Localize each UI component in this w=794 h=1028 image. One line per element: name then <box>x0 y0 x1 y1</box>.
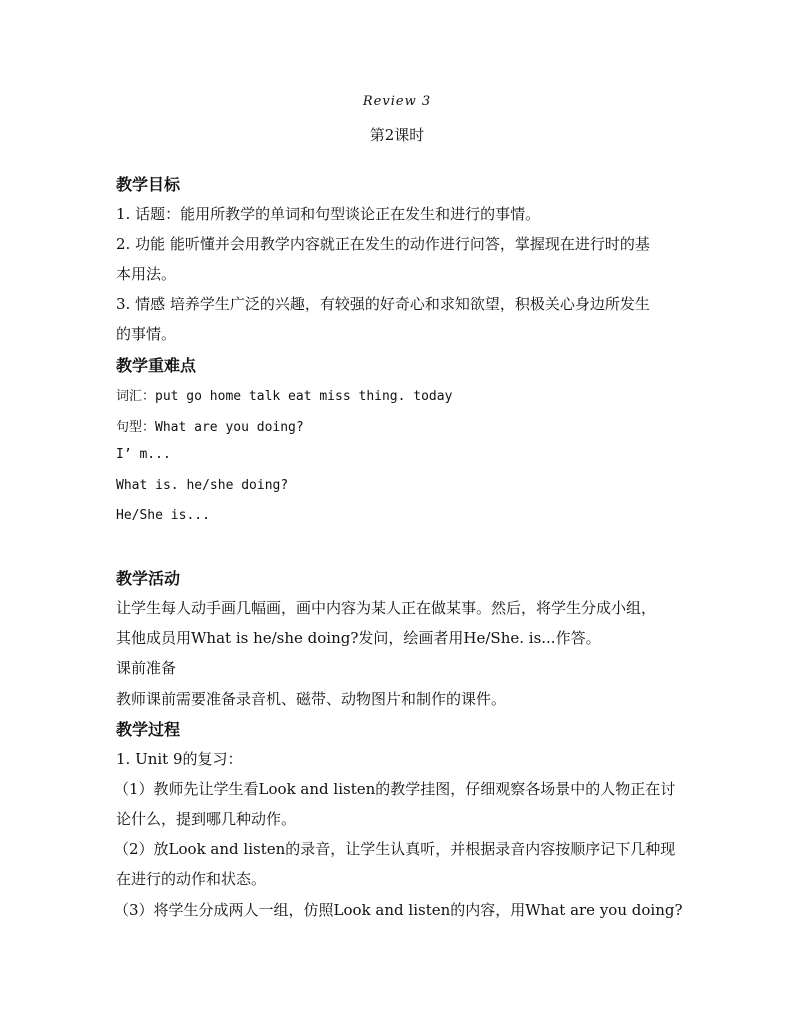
process-step-1: 1. Unit 9的复习： <box>116 750 243 768</box>
goals-heading: 教学目标 <box>116 175 181 194</box>
prep-heading: 课前准备 <box>116 659 177 677</box>
lesson-title: Review 3 <box>362 94 432 109</box>
vocab-line: 词汇：put go home talk eat miss thing. today <box>116 389 453 404</box>
activity-heading: 教学活动 <box>116 569 181 588</box>
process-item-1-line-1: （1）教师先让学生看Look and listen的教学挂图，仔细观察各场景中的人物正在讨 <box>114 780 676 798</box>
process-item-1-line-2: 论什么，提到哪几种动作。 <box>116 810 297 828</box>
goal-line-3: 本用法。 <box>116 265 177 283</box>
process-heading: 教学过程 <box>116 720 181 739</box>
goal-line-4: 3. 情感 培养学生广泛的兴趣，有较强的好奇心和求知欲望，积极关心身边所发生 <box>116 295 650 313</box>
answer-line-1: I’ m... <box>116 447 171 462</box>
goal-line-1: 1. 话题：能用所教学的单词和句型谈论正在发生和进行的事情。 <box>116 205 541 223</box>
pattern-line: 句型：What are you doing? <box>116 420 304 435</box>
process-item-2-line-2: 在进行的动作和状态。 <box>116 870 267 888</box>
process-item-3-line-1: （3）将学生分成两人一组，仿照Look and listen的内容，用What are you doing? <box>114 901 683 919</box>
question-line-2: What is. he/she doing? <box>116 478 289 493</box>
goal-line-2: 2. 功能 能听懂并会用教学内容就正在发生的动作进行问答，掌握现在进行时的基 <box>116 235 650 253</box>
process-item-2-line-1: （2）放Look and listen的录音，让学生认真听，并根据录音内容按顺序记下几种现 <box>114 840 676 858</box>
answer-line-2: He/She is... <box>116 508 210 523</box>
key-points-heading: 教学重难点 <box>116 356 197 375</box>
activity-line-1: 让学生每人动手画几幅画，画中内容为某人正在做某事。然后，将学生分成小组， <box>116 599 657 617</box>
goal-line-5: 的事情。 <box>116 325 177 343</box>
lesson-period: 第2课时 <box>369 126 425 144</box>
prep-line: 教师课前需要准备录音机、磁带、动物图片和制作的课件。 <box>116 690 507 708</box>
activity-line-2: 其他成员用What is he/she doing?发问，绘画者用He/She. is...作答。 <box>116 629 601 647</box>
